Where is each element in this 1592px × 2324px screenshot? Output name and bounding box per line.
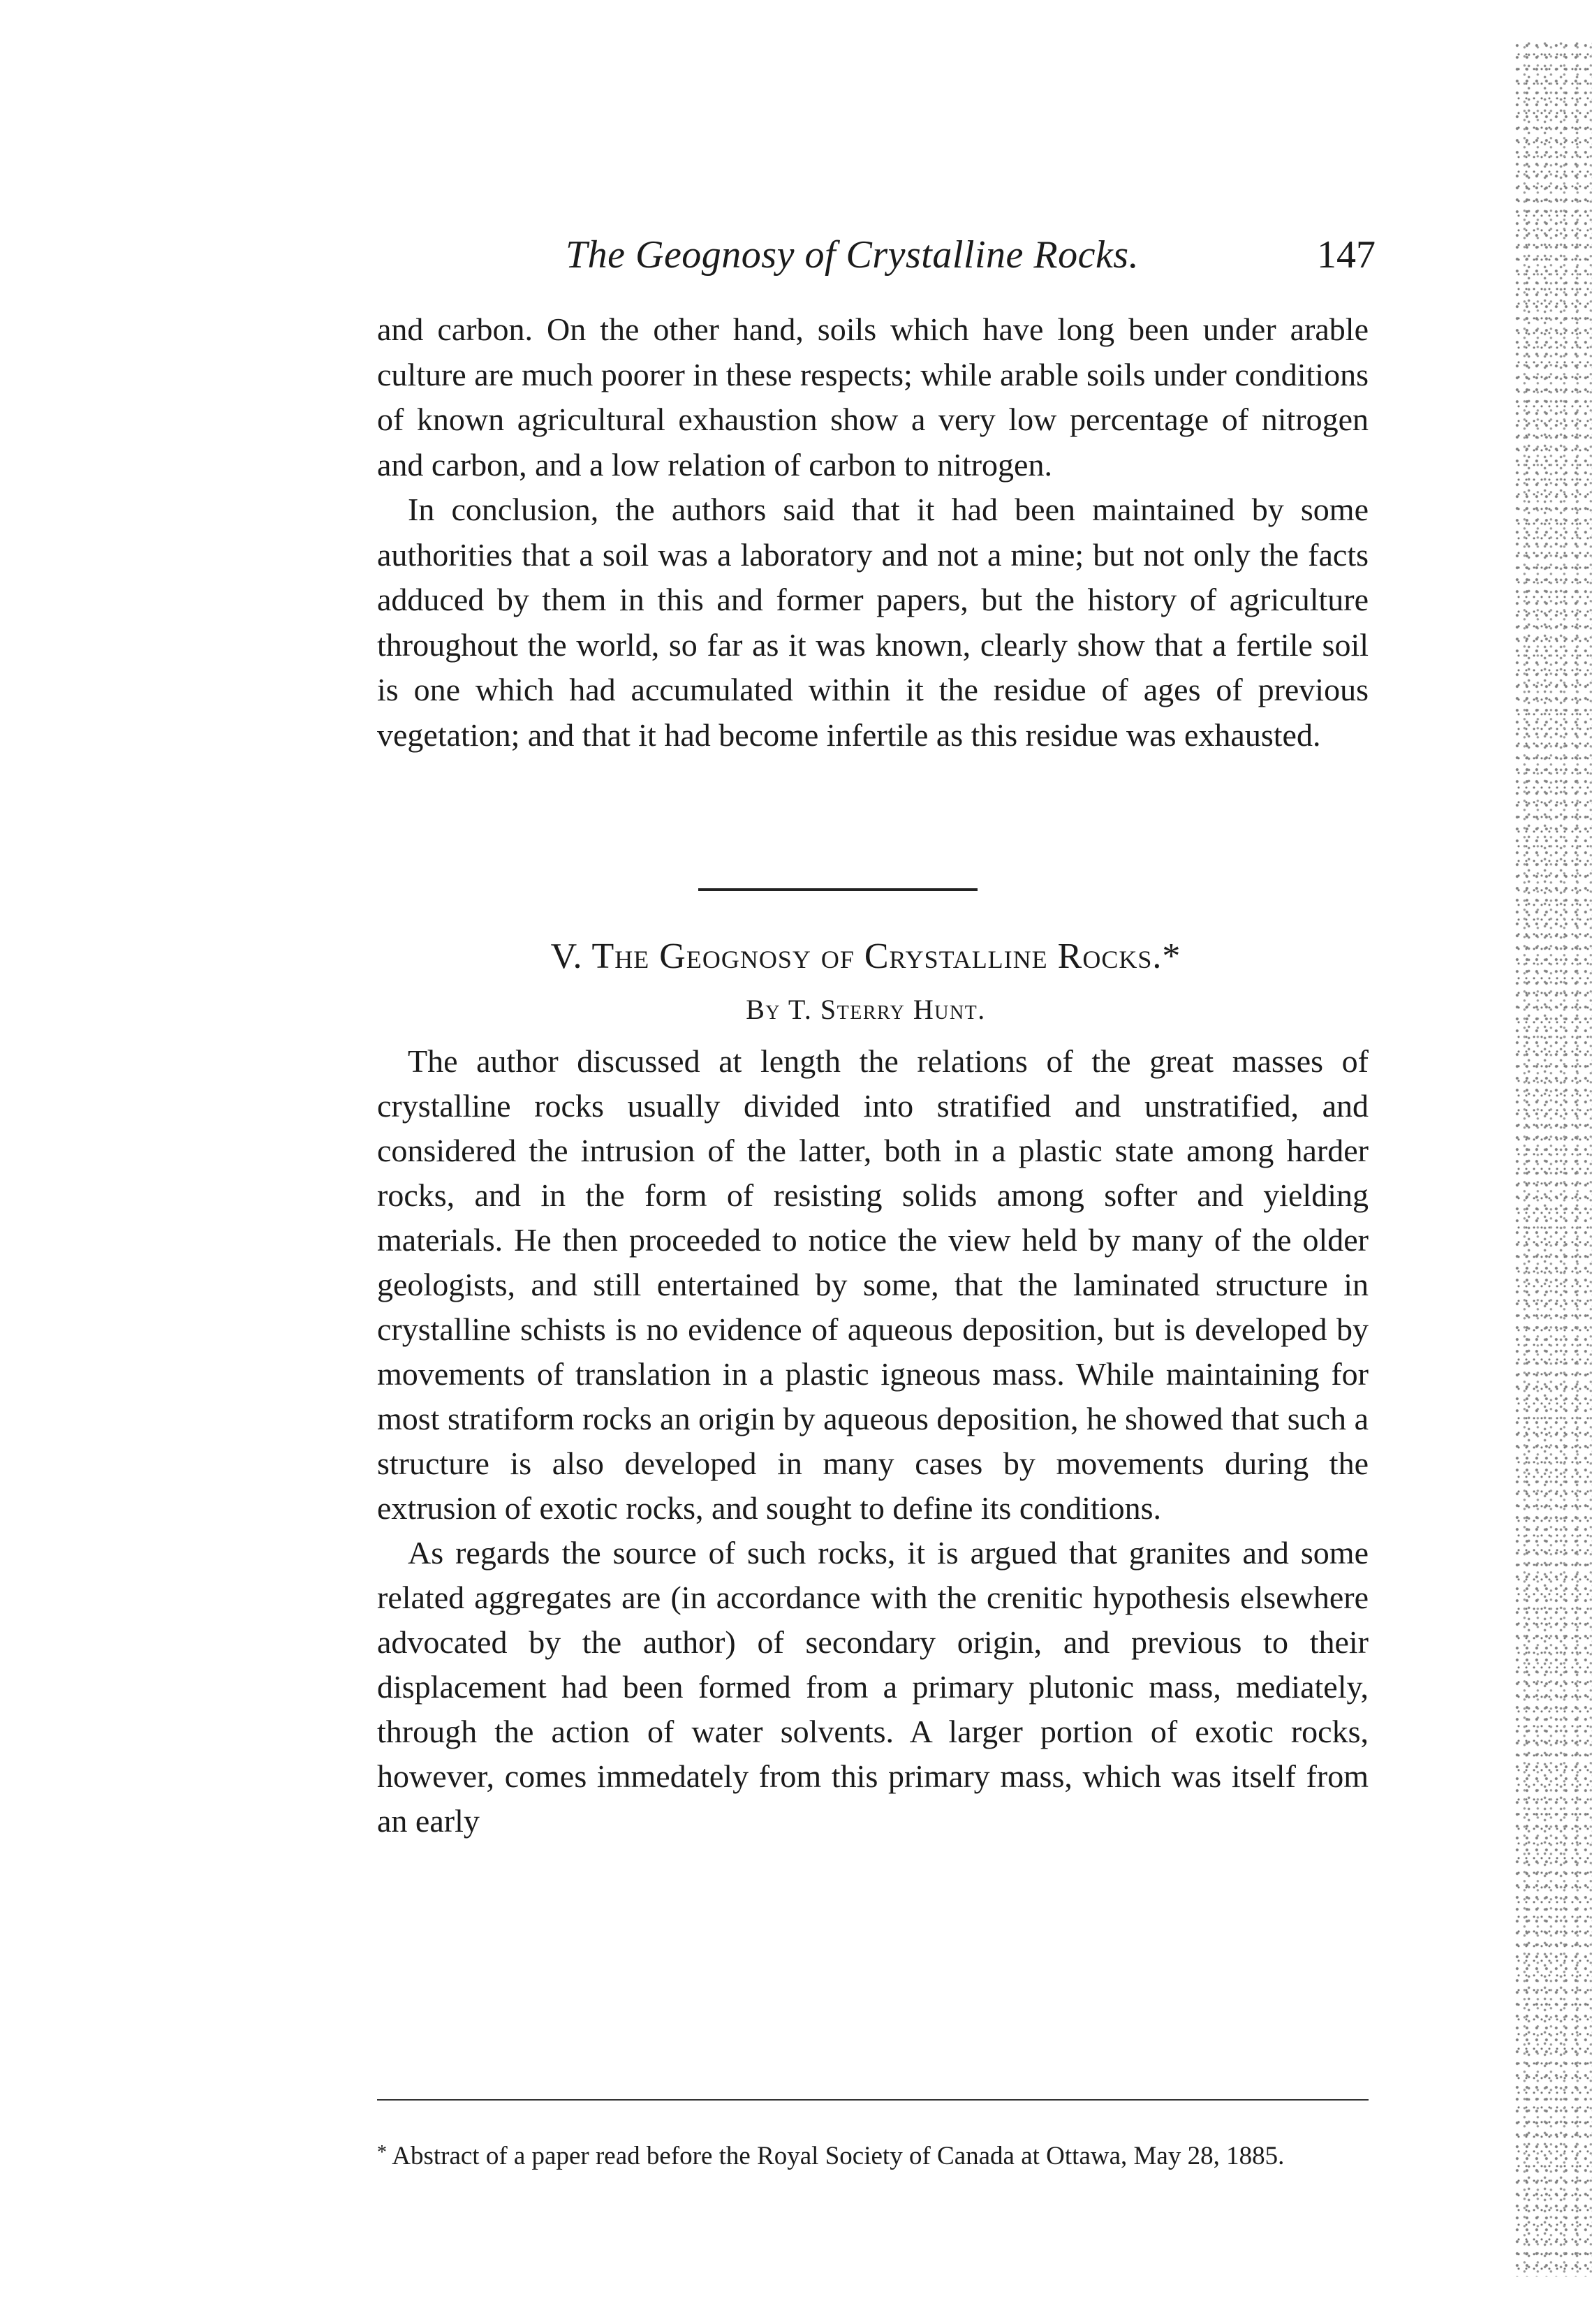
running-header [370,227,1376,290]
section-divider [698,888,978,891]
footnote-divider [377,2099,1369,2101]
footnote-marker: * [377,2142,387,2163]
footnote-text: Abstract of a paper read before the Royal Society of Canada at Ottawa, May 28, 1885. [392,2142,1285,2170]
author-byline: By T. Sterry Hunt. [746,994,986,1025]
running-title: The Geognosy of Crystalline Rocks. [566,233,1140,277]
page-number: 147 [1317,233,1376,277]
preceding-article-text [377,307,1369,758]
paragraph: and carbon. On the other hand, soils which have long been under arable culture are much poorer in these respects; while arable soils under conditions of known agricultural exhaustion show a very low percentage of nitrogen and carbon, and a low relation of carbon to nitrogen. [377,311,1369,483]
scanned-page-edge [1515,42,1592,2277]
article-section [363,929,1369,1844]
paragraph: The author discussed at length the relations of the great masses of crystalline rocks usually divided into stratified and unstratified, and considered the intrusion of the latter, both in a plastic state among harder rocks, and in the form of resisting solids among softer and yielding materials. He then proceeded to notice the view held by many of the older geologists, and still entertained by some, that the laminated structure in crystalline schists is no evidence of aqueous deposition, but is developed by movements of translation in a plastic igneous mass. While maintaining for most stratiform rocks an origin by aqueous deposition, he showed that such a structure is also developed in many cases by movements during the extrusion of exotic rocks, and sought to define its conditions. [377,1043,1369,1526]
section-body [363,1039,1369,1844]
section-title: V. The Geognosy of Crystalline Rocks.* [550,936,1181,976]
footnote [349,2135,1369,2175]
paragraph: In conclusion, the authors said that it had been maintained by some authorities that a soil was a laboratory and not a mine; but not only the facts adduced by them in this and former papers, but the history of agriculture throughout the world, so far as it was known, clearly show that a fertile soil is one which had accumulated within it the residue of ages of previous vegetation; and that it had become infertile as this residue was exhausted. [377,492,1369,753]
paragraph: As regards the source of such rocks, it is argued that granites and some related aggregates are (in accordance with the crenitic hypothesis elsewhere advocated by the author) of secondary origin, and previous to their displacement had been formed from a primary plutonic mass, mediately, through the action of water solvents. A larger portion of exotic rocks, however, comes immedately from this primary mass, which was itself from an early [377,1535,1369,1839]
